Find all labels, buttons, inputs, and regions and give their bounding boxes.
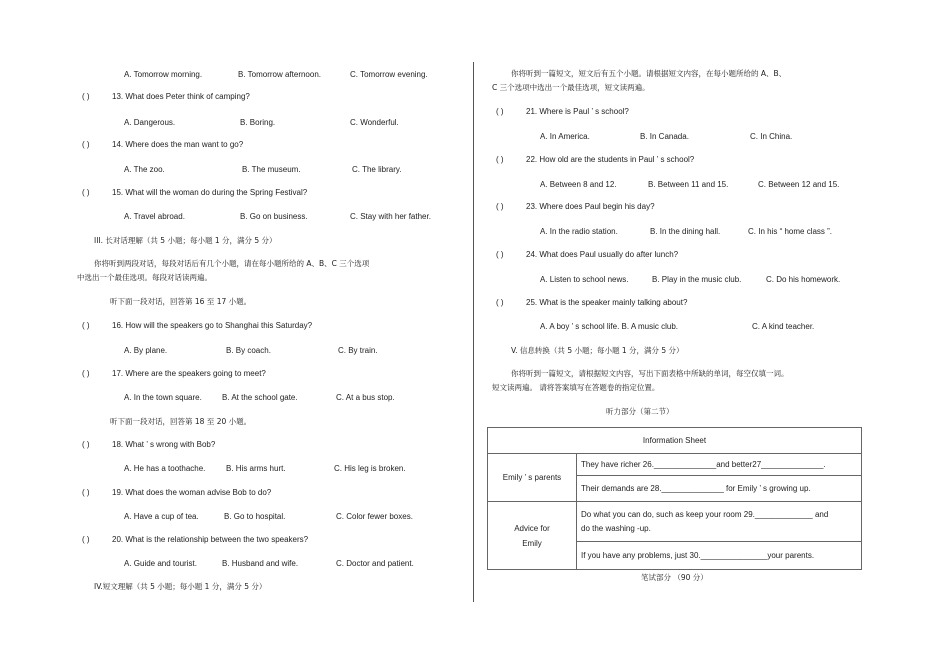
q14-text: 14. Where does the man want to go? (112, 140, 244, 149)
q16-text: 16. How will the speakers go to Shanghai this Saturday? (112, 321, 313, 330)
row-28: Their demands are 28.______________ for Emily ’ s growing up. (577, 476, 862, 502)
q12-option-c: C. Tomorrow evening. (350, 70, 428, 79)
q16-answer-paren: ( ) (82, 321, 90, 330)
q24-answer-paren: ( ) (496, 250, 504, 259)
section-4-instruction-2: C 三个选项中选出一个最佳选项，短文读两遍。 (492, 83, 650, 92)
q19-option-b: B. Go to hospital. (224, 512, 286, 521)
q24-option-c: C. Do his homework. (766, 275, 841, 284)
column-divider (473, 62, 474, 602)
q21-option-b: B. In Canada. (640, 132, 689, 141)
dialogue-2-label: 听下面一段对话，回答第 18 至 20 小题。 (110, 417, 252, 426)
q21-option-a: A. In America. (540, 132, 590, 141)
section-4-title: IV.短文理解（共 5 小题；每小题 1 分，满分 5 分） (94, 582, 267, 591)
q19-answer-paren: ( ) (82, 488, 90, 497)
q20-option-a: A. Guide and tourist. (124, 559, 197, 568)
q17-option-a: A. In the town square. (124, 393, 202, 402)
section-5-instruction-2: 短文读两遍。 请将答案填写在答题卷的指定位置。 (492, 383, 660, 392)
q24-option-a: A. Listen to school news. (540, 275, 629, 284)
q25-answer-paren: ( ) (496, 298, 504, 307)
q12-option-a: A. Tomorrow morning. (124, 70, 203, 79)
q14-option-b: B. The museum. (242, 165, 301, 174)
q14-option-c: C. The library. (352, 165, 402, 174)
row-29 (577, 502, 862, 542)
advice-header-line-1: Advice for (514, 523, 550, 533)
q22-option-b: B. Between 11 and 15. (648, 180, 729, 189)
q23-option-b: B. In the dining hall. (650, 227, 721, 236)
q15-option-a: A. Travel abroad. (124, 212, 185, 221)
q20-option-b: B. Husband and wife. (222, 559, 299, 568)
q15-option-b: B. Go on business. (240, 212, 308, 221)
section-3-title: III. 长对话理解（共 5 小题；每小题 1 分，满分 5 分） (94, 236, 277, 245)
q15-option-c: C. Stay with her father. (350, 212, 431, 221)
q15-text: 15. What will the woman do during the Spring Festival? (112, 188, 308, 197)
dialogue-1-label: 听下面一段对话，回答第 16 至 17 小题。 (110, 297, 252, 306)
q16-option-c: C. By train. (338, 346, 378, 355)
q19-text: 19. What does the woman advise Bob to do? (112, 488, 272, 497)
q13-option-a: A. Dangerous. (124, 118, 176, 127)
q24-option-b: B. Play in the music club. (652, 275, 742, 284)
q17-option-c: C. At a bus stop. (336, 393, 395, 402)
q21-answer-paren: ( ) (496, 107, 504, 116)
q13-option-c: C. Wonderful. (350, 118, 399, 127)
q18-option-c: C. His leg is broken. (334, 464, 406, 473)
section-5-instruction-1: 你将听到一篇短文，请根据短文内容，写出下面表格中所缺的单词，每空仅填一词。 (511, 369, 789, 378)
q17-option-b: B. At the school gate. (222, 393, 298, 402)
q16-option-a: A. By plane. (124, 346, 168, 355)
q19-option-a: A. Have a cup of tea. (124, 512, 199, 521)
advice-header-line-2: Emily (522, 538, 542, 548)
table-title: Information Sheet (488, 428, 862, 454)
row-29-line-2: do the washing -up. (581, 524, 651, 533)
q17-answer-paren: ( ) (82, 369, 90, 378)
q13-text: 13. What does Peter think of camping? (112, 92, 250, 101)
q17-text: 17. Where are the speakers going to meet? (112, 369, 266, 378)
q25-text: 25. What is the speaker mainly talking about? (526, 298, 688, 307)
q23-option-c: C. In his “ home class ”. (748, 227, 833, 236)
q23-text: 23. Where does Paul begin his day? (526, 202, 655, 211)
q18-option-b: B. His arms hurt. (226, 464, 286, 473)
q20-answer-paren: ( ) (82, 535, 90, 544)
row-26-27: They have richer 26.______________and better27______________. (577, 454, 862, 476)
q13-answer-paren: ( ) (82, 92, 90, 101)
advice-for-emily-header (488, 502, 577, 570)
listening-part-2-label: 听力部分（第二节） (606, 407, 674, 416)
written-part-label: 笔试部分 （90 分） (641, 573, 708, 582)
q22-answer-paren: ( ) (496, 155, 504, 164)
q22-text: 22. How old are the students in Paul ’ s school? (526, 155, 695, 164)
q20-text: 20. What is the relationship between the two speakers? (112, 535, 309, 544)
q21-text: 21. Where is Paul ’ s school? (526, 107, 629, 116)
section-5-title: V. 信息转换（共 5 小题；每小题 1 分，满分 5 分） (511, 346, 684, 355)
section-3-instruction-1: 你将听到两段对话，每段对话后有几个小题，请在每小题所给的 A、B、C 三个选项 (94, 259, 370, 268)
q22-option-a: A. Between 8 and 12. (540, 180, 617, 189)
q13-option-b: B. Boring. (240, 118, 276, 127)
q18-text: 18. What ’ s wrong with Bob? (112, 440, 216, 449)
row-30: If you have any problems, just 30._______________your parents. (577, 542, 862, 570)
section-3-instruction-2: 中选出一个最佳选项。每段对话读两遍。 (77, 273, 212, 282)
emilys-parents-header: Emily ’ s parents (488, 454, 577, 502)
q12-option-b: B. Tomorrow afternoon. (238, 70, 322, 79)
q19-option-c: C. Color fewer boxes. (336, 512, 413, 521)
q18-option-a: A. He has a toothache. (124, 464, 206, 473)
q24-text: 24. What does Paul usually do after lunch? (526, 250, 679, 259)
q14-option-a: A. The zoo. (124, 165, 165, 174)
row-29-line-1: Do what you can do, such as keep your room 29._____________ and (581, 510, 829, 519)
q23-answer-paren: ( ) (496, 202, 504, 211)
section-4-instruction-1: 你将听到一篇短文，短文后有五个小题。请根据短文内容，在每小题所给的 A、B、 (511, 69, 787, 78)
q18-answer-paren: ( ) (82, 440, 90, 449)
q25-option-ab: A. A boy ’ s school life. B. A music club. (540, 322, 678, 331)
information-sheet-table (487, 427, 862, 570)
q15-answer-paren: ( ) (82, 188, 90, 197)
q25-option-c: C. A kind teacher. (752, 322, 815, 331)
q23-option-a: A. In the radio station. (540, 227, 618, 236)
q21-option-c: C. In China. (750, 132, 793, 141)
q20-option-c: C. Doctor and patient. (336, 559, 414, 568)
q22-option-c: C. Between 12 and 15. (758, 180, 840, 189)
q14-answer-paren: ( ) (82, 140, 90, 149)
q16-option-b: B. By coach. (226, 346, 271, 355)
